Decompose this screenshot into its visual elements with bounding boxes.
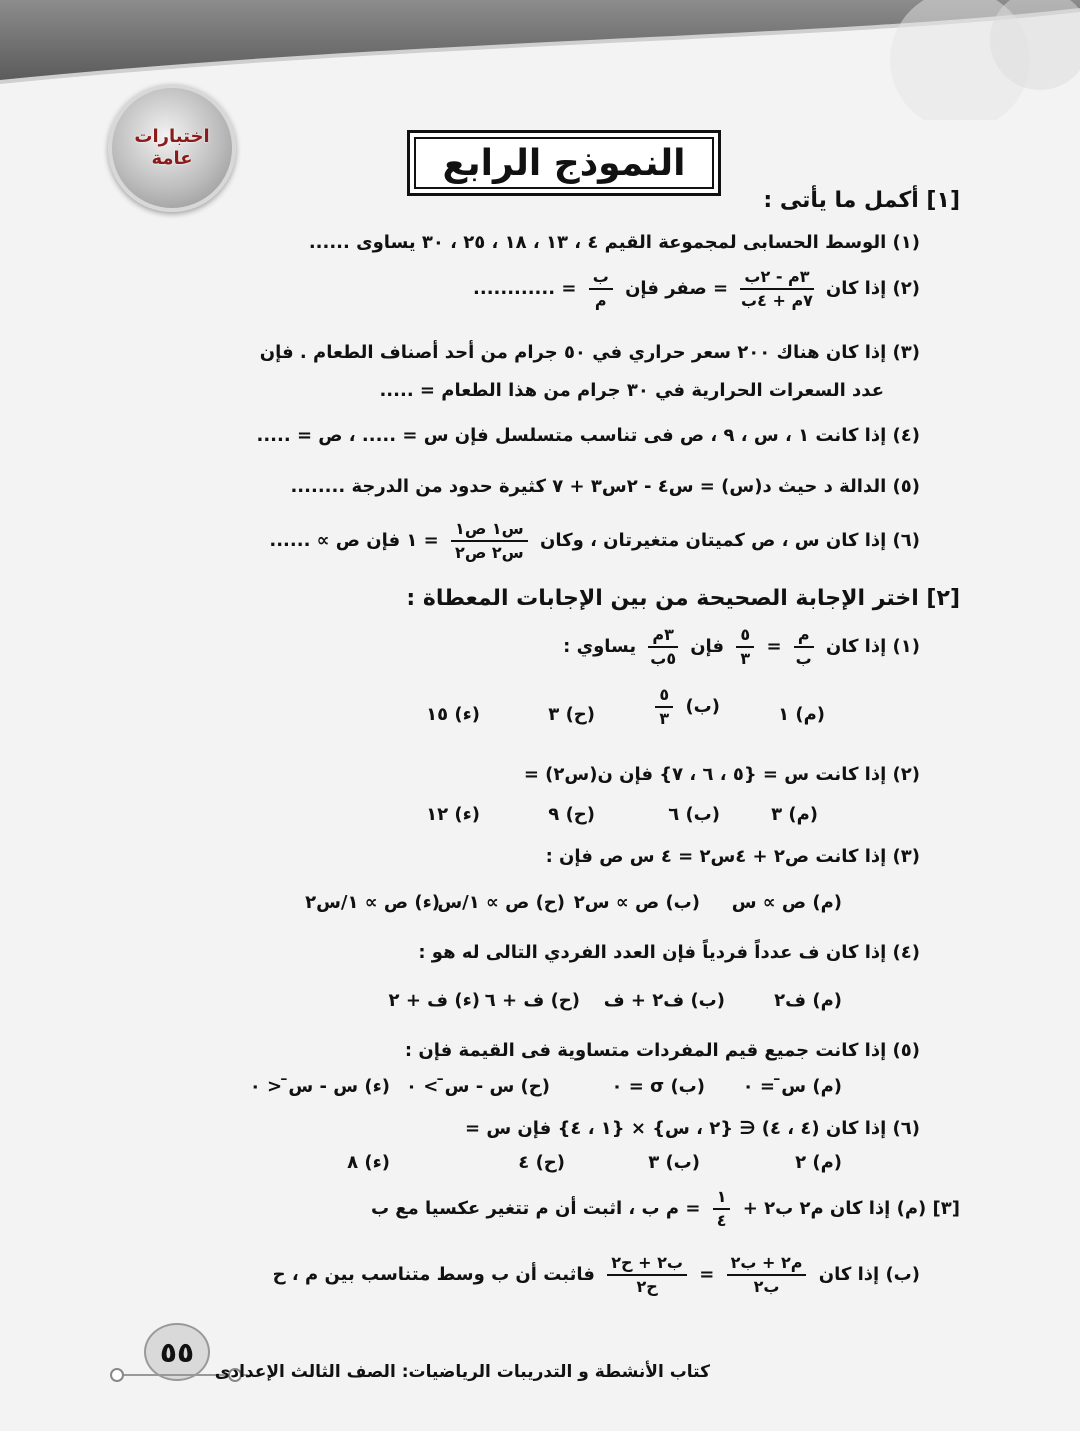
q2-item-6: (٦) إذا كان (٤ ، ٤) ∈ {٢ ، س} × {١ ، ٤} فإن س = <box>464 1118 920 1139</box>
q1-item-3-cont: عدد السعرات الحرارية في ٣٠ جرام من هذا الطعام = ..... <box>379 380 884 401</box>
q2-item-1 <box>563 624 920 670</box>
q2-option-c-5[interactable]: (ح) س - س̄ > ٠ <box>406 1076 550 1097</box>
page-title: النموذج الرابع <box>442 142 686 184</box>
page-number: ٥٥ <box>144 1323 210 1381</box>
option-label: (ب) <box>685 696 720 717</box>
q2-option-d-2[interactable]: (ء) ١٢ <box>426 804 480 825</box>
q1-item-4: (٤) إذا كانت ١ ، س ، ٩ ، ص فى تناسب متسلسل فإن س = ..... ، ص = ..... <box>256 425 920 446</box>
q1-item-2-ratio <box>589 266 613 312</box>
footer-dot-icon <box>110 1368 124 1382</box>
q1-item-6-end: = ١ فإن ص ∝ ...... <box>269 530 439 551</box>
q2-item-1-pre: (١) إذا كان <box>825 636 920 657</box>
q3-b-frac-1 <box>727 1252 807 1298</box>
equals-sign: = <box>699 1264 715 1285</box>
fraction-numerator: ٣ﻡ <box>648 624 678 648</box>
fraction-denominator: ب <box>795 649 812 668</box>
q2-option-a-6[interactable]: (ﻡ) ٢ <box>795 1152 842 1173</box>
q2-option-c-3[interactable]: (ح) ص ∝ ١/س <box>437 892 565 913</box>
q2-option-a-4[interactable]: (ﻡ) ف٢ <box>774 990 842 1011</box>
q2-item-1-mid: فإن <box>690 636 725 657</box>
q2-item-3: (٣) إذا كانت ص٢ + ٤س٢ = ٤ س ص فإن : <box>545 846 920 867</box>
q1-item-6 <box>269 518 920 564</box>
q2-option-b-5[interactable]: (ب) σ = ٠ <box>611 1076 705 1097</box>
q1-heading: [١] أكمل ما يأتى : <box>763 188 960 213</box>
q2-item-1-end: يساوي : <box>563 636 637 657</box>
q2-option-d-4[interactable]: (ء) ف + ٢ <box>388 990 480 1011</box>
fraction-denominator: ٣ <box>659 709 670 728</box>
q2-option-c-4[interactable]: (ح) ف + ٦ <box>484 990 580 1011</box>
fraction-denominator: ٤ <box>716 1211 727 1230</box>
fraction-numerator: س١ ص١ <box>451 518 528 542</box>
q3-part-a <box>371 1186 960 1232</box>
q1-item-1: (١) الوسط الحسابى لمجموعة القيم ٤ ، ١٣ ، ١٨ ، ٢٥ ، ٣٠ يساوى ...... <box>308 232 920 253</box>
q1-item-6-pre: (٦) إذا كان س ، ص كميتان متغيرتان ، وكان <box>540 530 920 551</box>
badge-line-2: عامة <box>151 148 193 169</box>
fraction-denominator: ح٢ <box>636 1277 658 1296</box>
q2-option-b-1[interactable] <box>649 684 720 730</box>
q2-item-5: (٥) إذا كانت جميع قيم المفردات متساوية فى القيمة فإن : <box>404 1040 920 1061</box>
q1-item-5: (٥) الدالة د حيث د(س) = س٤ - ٢س٣ + ٧ كثيرة حدود من الدرجة ........ <box>290 476 920 497</box>
badge-line-1: اختبارات <box>134 126 210 147</box>
option-fraction <box>655 684 673 730</box>
fraction-numerator: ﻡ٢ + ب٢ <box>727 1252 807 1276</box>
q2-option-d-6[interactable]: (ء) ٨ <box>347 1152 390 1173</box>
q2-option-a-5[interactable]: (ﻡ) س̄ = ٠ <box>742 1076 842 1097</box>
q1-item-2-mid: = صفر فإن <box>625 278 729 299</box>
ratio-denominator: ﻡ <box>594 291 607 310</box>
fraction-numerator: ٥ <box>736 624 754 648</box>
q3-a-end: = ﻡ ب ، اثبت أن ﻡ تتغير عكسيا مع ب <box>370 1198 701 1219</box>
q2-option-c-1[interactable]: (ح) ٣ <box>548 704 595 725</box>
fraction-numerator: ٥ <box>655 684 673 708</box>
q1-item-6-fraction <box>451 518 528 564</box>
q2-option-b-2[interactable]: (ب) ٦ <box>668 804 720 825</box>
q3-a-fraction <box>713 1186 731 1232</box>
q2-option-a-2[interactable]: (ﻡ) ٣ <box>771 804 818 825</box>
fraction-numerator: ﻡ <box>794 624 814 648</box>
fraction-numerator: ب٢ + ح٢ <box>607 1252 687 1276</box>
fraction-denominator: س٢ ص٢ <box>455 543 524 562</box>
fraction-numerator: ١ <box>713 1186 731 1210</box>
q1-item-2 <box>473 266 920 312</box>
q2-item-2: (٢) إذا كانت س = {٥ ، ٦ ، ٧} فإن ن(س٢) = <box>523 764 920 785</box>
footer-book-title: كتاب الأنشطة و التدريبات الرياضيات: الصف الثالث الإعدادى <box>214 1362 710 1382</box>
q2-option-a-1[interactable]: (ﻡ) ١ <box>778 704 825 725</box>
category-badge <box>108 84 236 212</box>
q2-option-c-6[interactable]: (ح) ٤ <box>518 1152 565 1173</box>
q2-option-c-2[interactable]: (ح) ٩ <box>548 804 595 825</box>
fraction-denominator: ٣ <box>740 649 751 668</box>
q1-item-3: (٣) إذا كان هناك ٢٠٠ سعر حراري في ٥٠ جرام من أحد أصناف الطعام . فإن <box>259 342 920 363</box>
q2-option-b-3[interactable]: (ب) ص ∝ س٢ <box>573 892 700 913</box>
q2-heading: [٢] اختر الإجابة الصحيحة من بين الإجابات المعطاة : <box>406 586 960 611</box>
q3-b-frac-2 <box>607 1252 687 1298</box>
q3-part-b <box>273 1252 920 1298</box>
q3-a-pre: [٣] (ﻡ) إذا كان ﻡ٢ ب٢ + <box>742 1198 960 1219</box>
fraction-denominator: ٧ﻡ + ٤ب <box>741 291 813 310</box>
q2-item-4: (٤) إذا كان ف عدداً فردياً فإن العدد الفردي التالى له هو : <box>418 942 920 963</box>
q1-item-2-end: = ............ <box>473 278 577 299</box>
model-title-box <box>407 130 721 196</box>
q1-item-2-fraction <box>740 266 813 312</box>
q2-option-b-6[interactable]: (ب) ٣ <box>648 1152 700 1173</box>
q2-item-1-frac-2 <box>736 624 754 670</box>
q2-item-1-frac-1 <box>794 624 814 670</box>
fraction-denominator: ٥ب <box>650 649 677 668</box>
fraction-numerator: ٣ﻡ - ٢ب <box>740 266 813 290</box>
q1-item-2-pre: (٢) إذا كان <box>825 278 920 299</box>
q2-option-b-4[interactable]: (ب) ف٢ + ف <box>603 990 725 1011</box>
q2-option-a-3[interactable]: (ﻡ) ص ∝ س <box>731 892 842 913</box>
q2-option-d-5[interactable]: (ء) س - س̄ < ٠ <box>249 1076 390 1097</box>
q2-item-1-frac-3 <box>648 624 678 670</box>
q2-option-d-3[interactable]: (ء) ص ∝ ١/س٢ <box>305 892 440 913</box>
ratio-numerator: ب <box>589 266 613 290</box>
fraction-denominator: ب٢ <box>753 1277 780 1296</box>
q3-b-end: فاثبت أن ب وسط متناسب بين ﻡ ، ح <box>272 1264 595 1285</box>
q2-option-d-1[interactable]: (ء) ١٥ <box>426 704 480 725</box>
equals-sign: = <box>766 636 782 657</box>
q3-b-pre: (ب) إذا كان <box>818 1264 920 1285</box>
